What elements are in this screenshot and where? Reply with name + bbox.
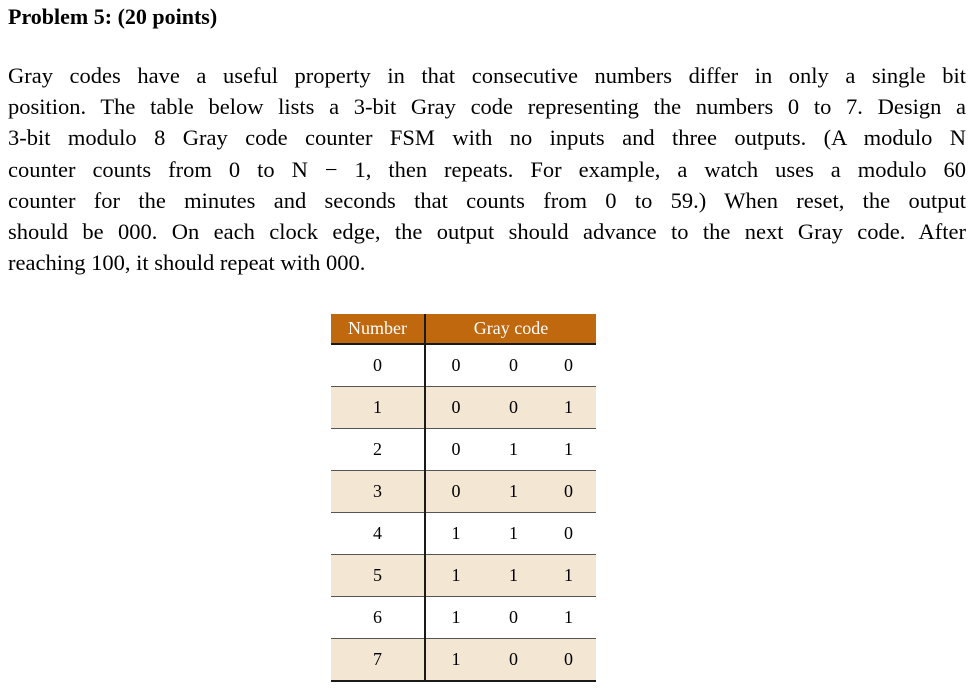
gray-bit-cell: 1 xyxy=(486,471,541,513)
gray-bit-cell: 0 xyxy=(541,471,596,513)
table-row xyxy=(331,555,596,597)
statement-line: should be 000. On each clock edge, the output should advance to the next Gray code. After xyxy=(8,218,966,244)
table-row xyxy=(331,429,596,471)
number-cell: 7 xyxy=(331,639,425,682)
table-row xyxy=(331,387,596,429)
statement-line: counter counts from 0 to N − 1, then repeats. For example, a watch uses a modulo 60 xyxy=(8,156,966,182)
statement-line: Gray codes have a useful property in that consecutive numbers differ in only a single bit xyxy=(8,63,966,88)
gray-bit-cell: 1 xyxy=(541,555,596,597)
table-row xyxy=(331,597,596,639)
gray-bit-cell: 0 xyxy=(425,344,486,387)
gray-code-column-header: Gray code xyxy=(425,314,596,344)
gray-bit-cell: 0 xyxy=(486,639,541,682)
number-cell: 6 xyxy=(331,597,425,639)
gray-bit-cell: 1 xyxy=(425,597,486,639)
problem-title: Problem 5: (20 points) xyxy=(8,4,218,29)
number-cell: 2 xyxy=(331,429,425,471)
number-cell: 3 xyxy=(331,471,425,513)
gray-bit-cell: 0 xyxy=(425,471,486,513)
problem-statement xyxy=(8,60,966,278)
gray-bit-cell: 0 xyxy=(486,387,541,429)
gray-bit-cell: 1 xyxy=(541,429,596,471)
gray-code-table xyxy=(331,314,596,682)
gray-bit-cell: 1 xyxy=(425,639,486,682)
statement-line: position. The table below lists a 3-bit Gray code representing the numbers 0 to 7. Design a xyxy=(8,94,966,120)
gray-bit-cell: 0 xyxy=(541,344,596,387)
table-row xyxy=(331,513,596,555)
gray-bit-cell: 0 xyxy=(486,344,541,387)
table-header-row xyxy=(331,314,596,344)
number-cell: 4 xyxy=(331,513,425,555)
table-row xyxy=(331,471,596,513)
gray-bit-cell: 0 xyxy=(541,513,596,555)
statement-line: 3-bit modulo 8 Gray code counter FSM with no inputs and three outputs. (A modulo N xyxy=(8,125,966,151)
gray-bit-cell: 1 xyxy=(541,597,596,639)
gray-bit-cell: 1 xyxy=(425,513,486,555)
gray-bit-cell: 1 xyxy=(486,555,541,597)
gray-bit-cell: 0 xyxy=(486,597,541,639)
table-row xyxy=(331,639,596,682)
statement-line: counter for the minutes and seconds that counts from 0 to 59.) When reset, the output xyxy=(8,187,966,213)
gray-bit-cell: 1 xyxy=(486,513,541,555)
number-column-header: Number xyxy=(331,314,425,344)
number-cell: 5 xyxy=(331,555,425,597)
statement-line: reaching 100, it should repeat with 000. xyxy=(8,250,366,276)
gray-bit-cell: 0 xyxy=(541,639,596,682)
gray-bit-cell: 0 xyxy=(425,429,486,471)
table-row xyxy=(331,344,596,387)
gray-bit-cell: 0 xyxy=(425,387,486,429)
number-cell: 1 xyxy=(331,387,425,429)
gray-bit-cell: 1 xyxy=(486,429,541,471)
number-cell: 0 xyxy=(331,344,425,387)
gray-bit-cell: 1 xyxy=(541,387,596,429)
gray-bit-cell: 1 xyxy=(425,555,486,597)
